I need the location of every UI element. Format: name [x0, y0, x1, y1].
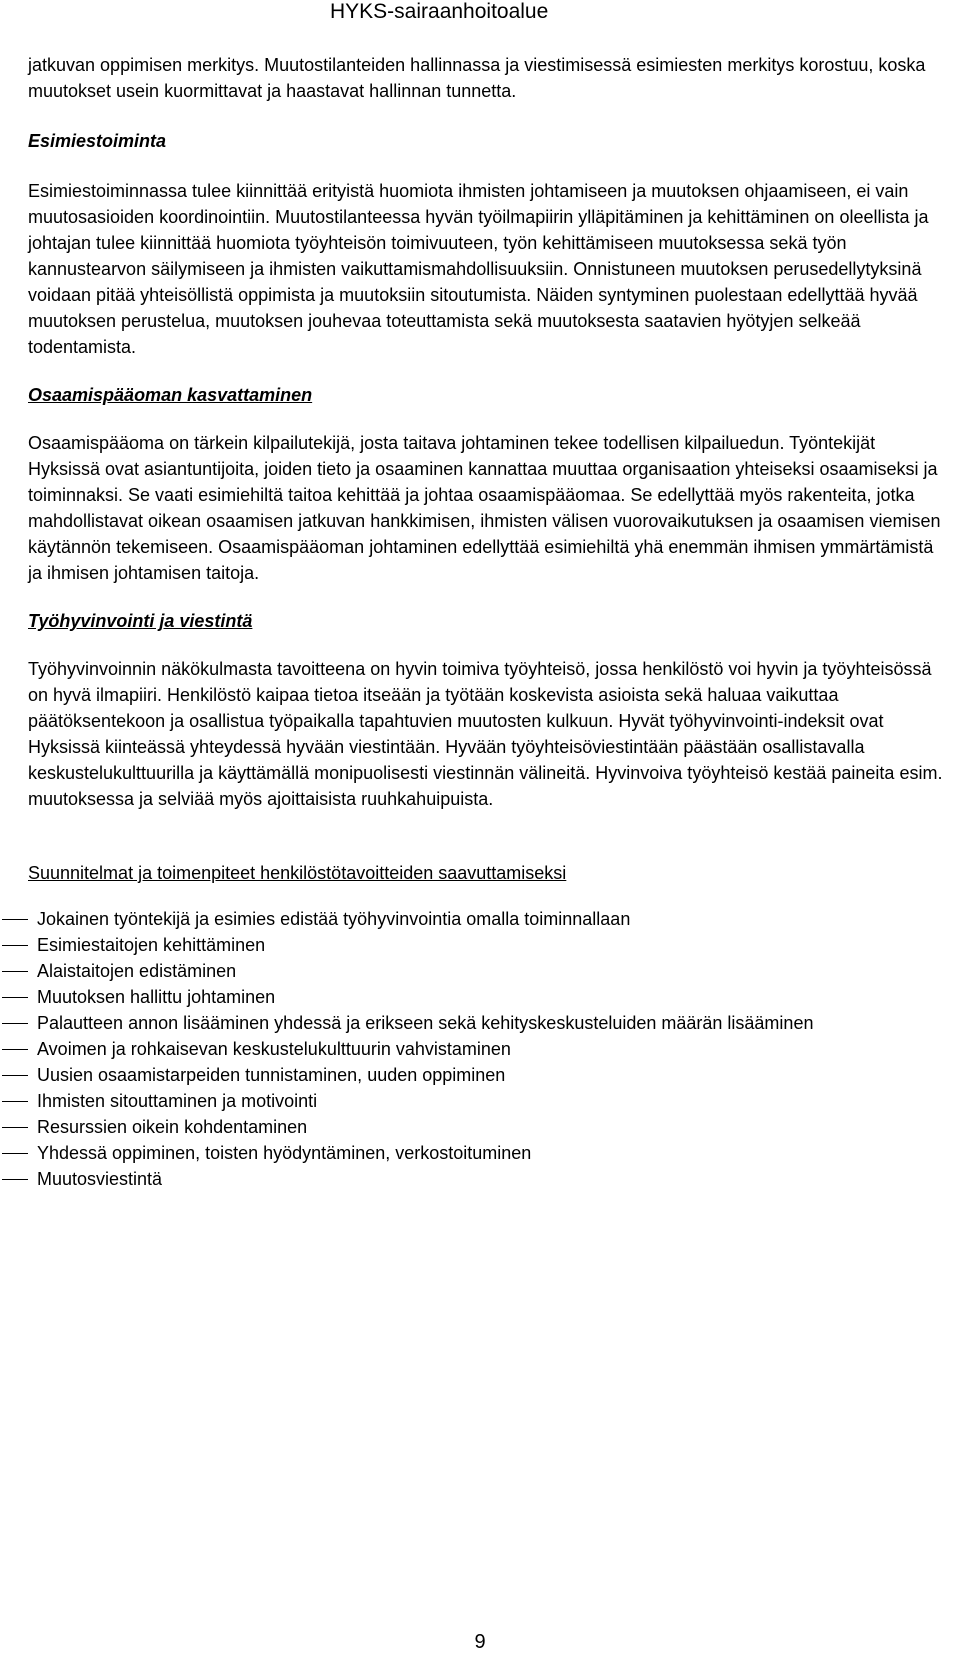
plans-list	[28, 906, 950, 1192]
list-item: Yhdessä oppiminen, toisten hyödyntäminen, verkostoituminen	[37, 1143, 532, 1163]
page-header: HYKS-sairaanhoitoalue	[330, 0, 549, 23]
list-item: Uusien osaamistarpeiden tunnistaminen, uuden oppiminen	[37, 1065, 506, 1085]
list-item: Resurssien oikein kohdentaminen	[37, 1117, 308, 1137]
list-item: Palautteen annon lisääminen yhdessä ja erikseen sekä kehityskeskusteluiden määrän lisääminen	[37, 1013, 814, 1033]
section-heading-esimiestoiminta: Esimiestoiminta	[28, 131, 167, 151]
list-item: Alaistaitojen edistäminen	[37, 961, 237, 981]
intro-paragraph: jatkuvan oppimisen merkitys. Muutostilanteiden hallinnassa ja viestimisessä esimiesten merkitys korostuu, koska muutokset usein kuormittavat ja haastavat hallinnan tunnetta.	[28, 55, 926, 101]
section-body-esimiestoiminta: Esimiestoiminnassa tulee kiinnittää erityistä huomiota ihmisten johtamiseen ja muutoksen ohjaamiseen, ei vain muutosasioiden koordinointiin. Muutostilanteessa hyvän työilmapiirin ylläpitäminen ja kehittäminen on oleellista ja johtajan tulee kiinnittää huomiota työyhteisön toimivuuteen, työn kehittämiseen muutoksessa sekä työn kannustearvon säilymiseen ja ihmisten vaikuttamismahdollisuuksiin. Onnistuneen muutoksen perusedellytyksinä voidaan pitää yhteisöllistä oppimista ja muutoksiin sitoutumista. Näiden syntyminen puolestaan edellyttää hyvää muutoksen perustelua, muutoksen jouhevaa toteuttamista sekä muutoksesta saatavien hyötyjen selkeää todentamista.	[28, 181, 929, 357]
section-body-osaamispaaoma: Osaamispääoma on tärkein kilpailutekijä, josta taitava johtaminen tekee todellisen kilpailuedun. Työntekijät Hyksissä ovat asiantuntijoita, joiden tieto ja osaaminen kannattaa muuttaa organisaation yhteiseksi osaamiseksi ja toiminnaksi. Se vaati esimiehiltä taitoa kehittää ja johtaa osaamispääomaa. Se edellyttää myös rakenteita, jotka mahdollistavat oikean osaamisen jatkuvan hankkimisen, ihmisten välisen vuorovaikutuksen ja osaamisen viemisen käytännön tekemiseen. Osaamispääoman johtaminen edellyttää esimiehiltä yhä enemmän ihmisen ymmärtämistä ja ihmisen johtamisen taitoja.	[28, 433, 941, 583]
list-item: Muutosviestintä	[37, 1169, 163, 1189]
document-body	[28, 52, 950, 1192]
list-item: Muutoksen hallittu johtaminen	[37, 987, 276, 1007]
list-item: Ihmisten sitouttaminen ja motivointi	[37, 1091, 318, 1111]
list-item: Avoimen ja rohkaisevan keskustelukulttuurin vahvistaminen	[37, 1039, 511, 1059]
section-body-tyohyvinvointi: Työhyvinvoinnin näkökulmasta tavoitteena on hyvin toimiva työyhteisö, jossa henkilöstö voi hyvin ja työyhteisössä on hyvä ilmapiiri. Henkilöstö kaipaa tietoa itseään ja työtään koskevista asioista sekä haluaa vaikuttaa päätöksentekoon ja osallistua työpaikalla tapahtuvien muutosten kulkuun. Hyvät työhyvinvointi-indeksit ovat Hyksissä kiinteässä yhteydessä hyvään viestintään. Hyvään työyhteisöviestintään päästään osallistavalla keskustelukulttuurilla ja käyttämällä monipuolisesti viestinnän välineitä. Hyvinvoiva työyhteisö kestää paineita esim. muutoksessa ja selviää myös ajoittaisista ruuhkahuipuista.	[28, 659, 943, 809]
list-item: Jokainen työntekijä ja esimies edistää työhyvinvointia omalla toiminnallaan	[37, 909, 631, 929]
section-heading-tyohyvinvointi: Työhyvinvointi ja viestintä	[28, 611, 253, 631]
list-item: Esimiestaitojen kehittäminen	[37, 935, 266, 955]
section-heading-osaamispaaoma: Osaamispääoman kasvattaminen	[28, 385, 313, 405]
page-number: 9	[474, 1631, 486, 1653]
plans-heading: Suunnitelmat ja toimenpiteet henkilöstötavoitteiden saavuttamiseksi	[28, 863, 567, 883]
